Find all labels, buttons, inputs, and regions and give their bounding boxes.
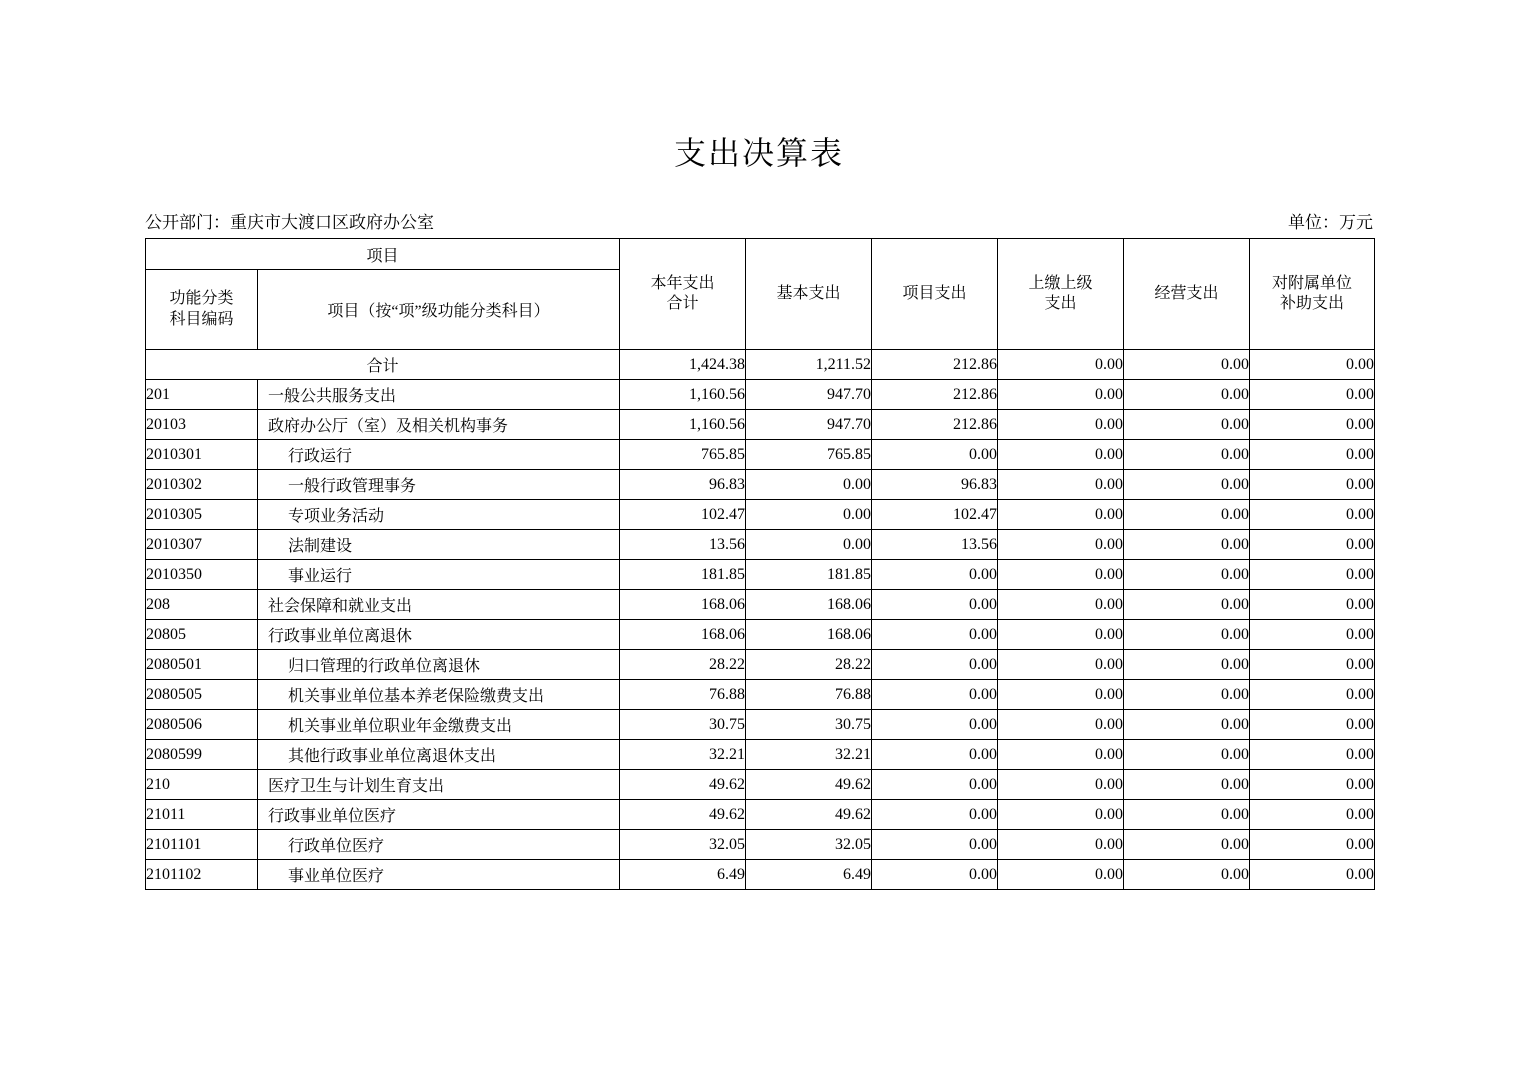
- row-name: 医疗卫生与计划生育支出: [258, 770, 620, 800]
- table-row: [146, 770, 1375, 800]
- header-upper-level-line2: 支出: [1044, 295, 1077, 312]
- table-row: [146, 620, 1375, 650]
- table-row: [146, 710, 1375, 740]
- row-project: 0.00: [872, 740, 998, 770]
- total-upper: 0.00: [998, 350, 1124, 380]
- row-operating: 0.00: [1124, 770, 1250, 800]
- total-row-label: 合计: [146, 350, 620, 380]
- table-row: [146, 860, 1375, 890]
- row-code: 2010307: [146, 530, 258, 560]
- row-upper: 0.00: [998, 800, 1124, 830]
- row-subsidy: 0.00: [1250, 770, 1375, 800]
- row-project: 0.00: [872, 590, 998, 620]
- header-upper-level-expenditure: [998, 239, 1124, 350]
- row-subsidy: 0.00: [1250, 410, 1375, 440]
- row-code: 2010350: [146, 560, 258, 590]
- row-basic: 181.85: [746, 560, 872, 590]
- row-basic: 32.05: [746, 830, 872, 860]
- department-label: 公开部门：重庆市大渡口区政府办公室: [145, 213, 434, 232]
- row-code: 2080501: [146, 650, 258, 680]
- row-project: 212.86: [872, 380, 998, 410]
- row-upper: 0.00: [998, 860, 1124, 890]
- row-project: 212.86: [872, 410, 998, 440]
- header-item-name: 项目（按“项”级功能分类科目）: [258, 270, 620, 350]
- row-year-total: 49.62: [620, 770, 746, 800]
- row-basic: 0.00: [746, 530, 872, 560]
- row-basic: 49.62: [746, 770, 872, 800]
- row-basic: 6.49: [746, 860, 872, 890]
- table-row: [146, 740, 1375, 770]
- row-operating: 0.00: [1124, 470, 1250, 500]
- row-code: 2080505: [146, 680, 258, 710]
- header-project-group: 项目: [146, 239, 620, 270]
- row-upper: 0.00: [998, 830, 1124, 860]
- row-project: 0.00: [872, 800, 998, 830]
- row-code: 2080506: [146, 710, 258, 740]
- row-project: 0.00: [872, 560, 998, 590]
- row-upper: 0.00: [998, 560, 1124, 590]
- row-year-total: 32.05: [620, 830, 746, 860]
- row-name: 行政单位医疗: [258, 830, 620, 860]
- row-operating: 0.00: [1124, 440, 1250, 470]
- meta-row: [145, 208, 1373, 233]
- row-name: 事业运行: [258, 560, 620, 590]
- row-name: 其他行政事业单位离退休支出: [258, 740, 620, 770]
- row-basic: 49.62: [746, 800, 872, 830]
- row-basic: 30.75: [746, 710, 872, 740]
- header-year-total: [620, 239, 746, 350]
- row-operating: 0.00: [1124, 560, 1250, 590]
- row-project: 0.00: [872, 860, 998, 890]
- row-basic: 0.00: [746, 500, 872, 530]
- row-subsidy: 0.00: [1250, 800, 1375, 830]
- row-name: 政府办公厅（室）及相关机构事务: [258, 410, 620, 440]
- table-row: [146, 560, 1375, 590]
- row-subsidy: 0.00: [1250, 680, 1375, 710]
- row-operating: 0.00: [1124, 590, 1250, 620]
- row-operating: 0.00: [1124, 650, 1250, 680]
- header-function-code-line1: 功能分类: [169, 289, 234, 307]
- table-row: [146, 440, 1375, 470]
- row-upper: 0.00: [998, 590, 1124, 620]
- table-row: [146, 590, 1375, 620]
- row-project: 0.00: [872, 830, 998, 860]
- row-year-total: 102.47: [620, 500, 746, 530]
- row-project: 0.00: [872, 620, 998, 650]
- row-code: 2080599: [146, 740, 258, 770]
- row-subsidy: 0.00: [1250, 380, 1375, 410]
- row-operating: 0.00: [1124, 380, 1250, 410]
- row-upper: 0.00: [998, 380, 1124, 410]
- row-name: 行政运行: [258, 440, 620, 470]
- row-code: 201: [146, 380, 258, 410]
- row-code: 2010301: [146, 440, 258, 470]
- row-project: 0.00: [872, 650, 998, 680]
- row-year-total: 13.56: [620, 530, 746, 560]
- row-upper: 0.00: [998, 620, 1124, 650]
- row-basic: 947.70: [746, 410, 872, 440]
- row-subsidy: 0.00: [1250, 860, 1375, 890]
- expenditure-final-accounts-table: [145, 238, 1375, 890]
- row-subsidy: 0.00: [1250, 560, 1375, 590]
- table-row: [146, 650, 1375, 680]
- table-row: [146, 830, 1375, 860]
- row-year-total: 1,160.56: [620, 410, 746, 440]
- row-upper: 0.00: [998, 650, 1124, 680]
- table-row: [146, 500, 1375, 530]
- header-basic-expenditure: 基本支出: [746, 239, 872, 350]
- total-year-total: 1,424.38: [620, 350, 746, 380]
- row-upper: 0.00: [998, 440, 1124, 470]
- header-subsidy-line2: 补助支出: [1280, 295, 1345, 312]
- row-operating: 0.00: [1124, 740, 1250, 770]
- row-name: 行政事业单位离退休: [258, 620, 620, 650]
- row-basic: 765.85: [746, 440, 872, 470]
- table-row: [146, 380, 1375, 410]
- row-subsidy: 0.00: [1250, 620, 1375, 650]
- header-function-code-line2: 科目编码: [169, 310, 234, 328]
- row-name: 一般行政管理事务: [258, 470, 620, 500]
- header-year-total-line2: 合计: [666, 295, 699, 312]
- row-subsidy: 0.00: [1250, 500, 1375, 530]
- row-basic: 947.70: [746, 380, 872, 410]
- row-subsidy: 0.00: [1250, 440, 1375, 470]
- row-code: 21011: [146, 800, 258, 830]
- table-row-total: [146, 350, 1375, 380]
- row-basic: 0.00: [746, 470, 872, 500]
- total-project: 212.86: [872, 350, 998, 380]
- row-subsidy: 0.00: [1250, 470, 1375, 500]
- row-subsidy: 0.00: [1250, 710, 1375, 740]
- row-subsidy: 0.00: [1250, 830, 1375, 860]
- header-subsidy-expenditure: [1250, 239, 1375, 350]
- row-basic: 28.22: [746, 650, 872, 680]
- row-code: 2101102: [146, 860, 258, 890]
- row-project: 0.00: [872, 440, 998, 470]
- row-subsidy: 0.00: [1250, 590, 1375, 620]
- row-year-total: 76.88: [620, 680, 746, 710]
- row-operating: 0.00: [1124, 830, 1250, 860]
- row-year-total: 1,160.56: [620, 380, 746, 410]
- total-basic: 1,211.52: [746, 350, 872, 380]
- row-name: 法制建设: [258, 530, 620, 560]
- row-basic: 168.06: [746, 620, 872, 650]
- table-header-row-1: [146, 239, 1375, 270]
- row-project: 0.00: [872, 710, 998, 740]
- row-upper: 0.00: [998, 680, 1124, 710]
- row-code: 2010305: [146, 500, 258, 530]
- row-operating: 0.00: [1124, 410, 1250, 440]
- row-year-total: 28.22: [620, 650, 746, 680]
- row-project: 0.00: [872, 680, 998, 710]
- row-basic: 76.88: [746, 680, 872, 710]
- row-name: 行政事业单位医疗: [258, 800, 620, 830]
- row-operating: 0.00: [1124, 710, 1250, 740]
- row-name: 社会保障和就业支出: [258, 590, 620, 620]
- row-operating: 0.00: [1124, 530, 1250, 560]
- row-year-total: 765.85: [620, 440, 746, 470]
- row-name: 专项业务活动: [258, 500, 620, 530]
- row-year-total: 49.62: [620, 800, 746, 830]
- row-upper: 0.00: [998, 530, 1124, 560]
- row-project: 0.00: [872, 770, 998, 800]
- row-year-total: 168.06: [620, 590, 746, 620]
- table-row: [146, 800, 1375, 830]
- row-code: 208: [146, 590, 258, 620]
- row-subsidy: 0.00: [1250, 530, 1375, 560]
- row-year-total: 30.75: [620, 710, 746, 740]
- row-name: 机关事业单位职业年金缴费支出: [258, 710, 620, 740]
- row-code: 210: [146, 770, 258, 800]
- row-name: 一般公共服务支出: [258, 380, 620, 410]
- row-upper: 0.00: [998, 740, 1124, 770]
- row-upper: 0.00: [998, 770, 1124, 800]
- row-code: 20103: [146, 410, 258, 440]
- row-operating: 0.00: [1124, 860, 1250, 890]
- header-subsidy-line1: 对附属单位: [1272, 275, 1353, 292]
- header-upper-level-line1: 上缴上级: [1028, 275, 1093, 292]
- header-function-code: [146, 270, 258, 350]
- row-subsidy: 0.00: [1250, 650, 1375, 680]
- row-name: 机关事业单位基本养老保险缴费支出: [258, 680, 620, 710]
- row-year-total: 168.06: [620, 620, 746, 650]
- table-row: [146, 530, 1375, 560]
- table-row: [146, 680, 1375, 710]
- row-upper: 0.00: [998, 470, 1124, 500]
- row-upper: 0.00: [998, 410, 1124, 440]
- row-operating: 0.00: [1124, 680, 1250, 710]
- row-code: 2101101: [146, 830, 258, 860]
- row-project: 102.47: [872, 500, 998, 530]
- row-year-total: 181.85: [620, 560, 746, 590]
- row-basic: 168.06: [746, 590, 872, 620]
- row-year-total: 32.21: [620, 740, 746, 770]
- row-name: 归口管理的行政单位离退休: [258, 650, 620, 680]
- row-year-total: 96.83: [620, 470, 746, 500]
- header-year-total-line1: 本年支出: [650, 275, 715, 292]
- row-code: 2010302: [146, 470, 258, 500]
- row-project: 96.83: [872, 470, 998, 500]
- row-upper: 0.00: [998, 710, 1124, 740]
- table-row: [146, 410, 1375, 440]
- total-subsidy: 0.00: [1250, 350, 1375, 380]
- row-basic: 32.21: [746, 740, 872, 770]
- row-operating: 0.00: [1124, 800, 1250, 830]
- total-operating: 0.00: [1124, 350, 1250, 380]
- row-year-total: 6.49: [620, 860, 746, 890]
- row-subsidy: 0.00: [1250, 740, 1375, 770]
- row-name: 事业单位医疗: [258, 860, 620, 890]
- row-operating: 0.00: [1124, 620, 1250, 650]
- table-row: [146, 470, 1375, 500]
- header-operating-expenditure: 经营支出: [1124, 239, 1250, 350]
- row-project: 13.56: [872, 530, 998, 560]
- header-project-expenditure: 项目支出: [872, 239, 998, 350]
- row-code: 20805: [146, 620, 258, 650]
- row-operating: 0.00: [1124, 500, 1250, 530]
- page-title: 支出决算表: [673, 135, 844, 171]
- row-upper: 0.00: [998, 500, 1124, 530]
- unit-label: 单位：万元: [1288, 213, 1373, 232]
